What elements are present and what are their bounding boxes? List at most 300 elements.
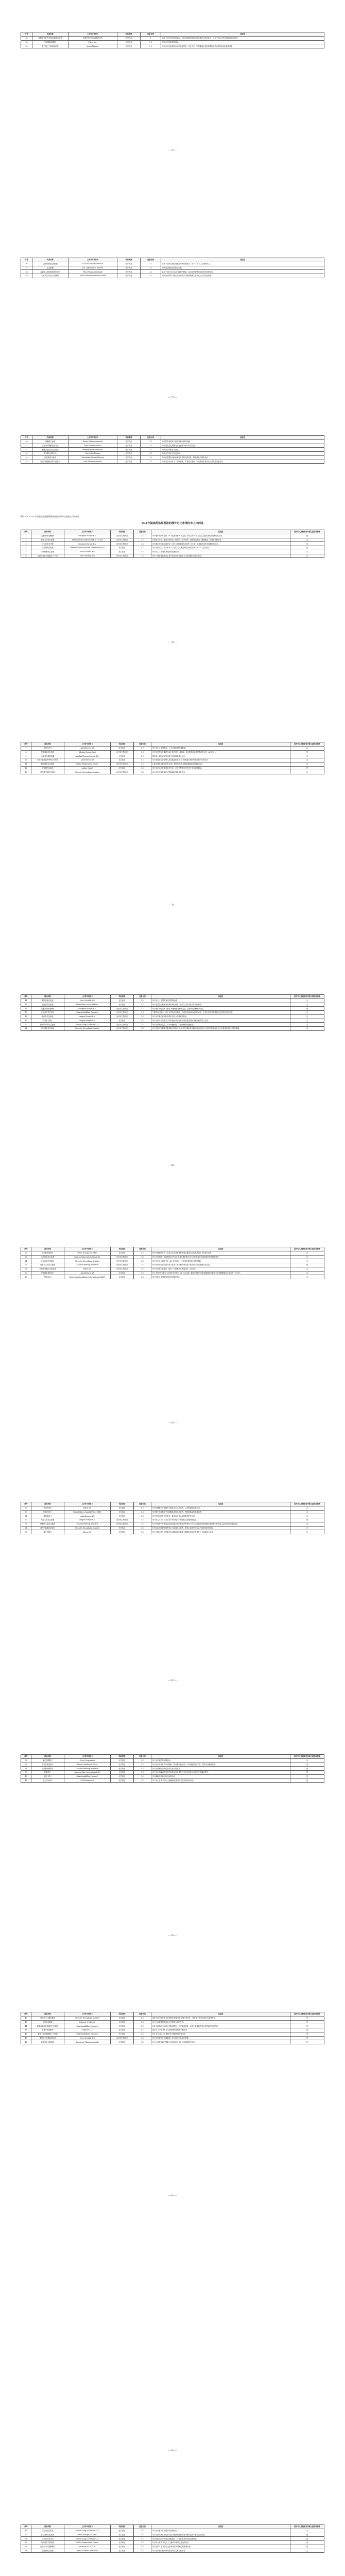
cell-pediatric-list: 否 bbox=[290, 1251, 324, 1255]
cell-drug-name: 甲磺酸奥希替尼片 bbox=[31, 1271, 64, 1275]
column-header-pediatric-list: 是否列入鼓励研发申报儿童药品清单 bbox=[290, 742, 324, 747]
cell-license-holder: Alexion Europe SAS bbox=[64, 750, 111, 754]
cell-pediatric-list: 是 bbox=[290, 2040, 324, 2044]
table-row bbox=[21, 542, 324, 546]
cell-registration-class: 3.1 bbox=[134, 1011, 151, 1015]
column-header-seq: 序号 bbox=[21, 995, 31, 999]
column-header-registration-class: 注册分类 bbox=[134, 742, 151, 747]
cell-license-holder: AstraZeneca AB bbox=[64, 746, 111, 750]
cell-indication: 用于治疗黑色素瘤、非小细胞肺癌、头颈部鳞状细胞癌等。 bbox=[151, 1023, 290, 1027]
cell-pediatric-list: 是 bbox=[290, 542, 324, 546]
cell-seq: 1 bbox=[21, 534, 31, 538]
cell-pediatric-list: 是 bbox=[290, 2016, 324, 2020]
cell-registration-class: 3.1 bbox=[141, 452, 161, 456]
cell-seq: 53 bbox=[21, 2545, 31, 2549]
cell-license-holder: Shionogi & Co., Ltd. bbox=[64, 2545, 111, 2549]
cell-pediatric-list: 否 bbox=[290, 2529, 324, 2533]
column-header-license-holder: 上市许可持有人 bbox=[64, 1502, 111, 1506]
column-header-registration-class: 注册分类 bbox=[141, 32, 161, 37]
table-row bbox=[21, 40, 324, 44]
cell-pediatric-list: 否 bbox=[290, 1530, 324, 1534]
column-header-drug-name: 药品名称 bbox=[31, 2525, 64, 2529]
cell-indication: 用于治疗新生血管性（湿性）年龄相关性黄斑变性（nAMD）。 bbox=[151, 1267, 290, 1271]
cell-pediatric-list: 否 bbox=[290, 1014, 324, 1019]
cell-indication: 用于初诊为癫痫的患者的单药治疗或曾经合并用药现转为单药治疗的癫痫患者。 bbox=[151, 1771, 290, 1775]
table-row bbox=[21, 1506, 324, 1510]
cell-indication: 用于治疗阵发性睡眠性血红蛋白尿症（PNH）和非典型溶血性尿毒症综合征（aHUS）。 bbox=[151, 750, 290, 754]
cell-drug-name: 依洛尤单抗注射液 bbox=[31, 1518, 64, 1522]
cell-registration-class: 3.1 bbox=[134, 1007, 151, 1011]
cell-seq: 25 bbox=[21, 1263, 31, 1267]
drug-table-d bbox=[21, 530, 324, 558]
cell-drug-name: 富马酸比索洛尔片 bbox=[32, 452, 68, 456]
cell-license-holder: AbbVie Pharmaceuticals GmbH bbox=[68, 274, 117, 278]
drug-table-g bbox=[21, 1247, 324, 1279]
cell-drug-category: 治疗用生物制品 bbox=[111, 750, 134, 754]
cell-pediatric-list: 是 bbox=[290, 2537, 324, 2541]
cell-registration-class: 5.1 bbox=[134, 2545, 151, 2549]
cell-license-holder: Torii Pharmaceutical bbox=[68, 444, 117, 448]
cell-drug-name: 帕妥珠单抗注射液 bbox=[31, 762, 64, 766]
column-header-license-holder: 上市许可持有人 bbox=[68, 436, 117, 440]
cell-license-holder: Gilead Sciences Ireland UC bbox=[64, 2549, 111, 2553]
cell-license-holder: SANTEN Pharmaceutical bbox=[68, 262, 117, 266]
column-header-registration-class: 注册分类 bbox=[134, 1502, 151, 1506]
cell-indication: 用于治疗活动性十二指肠溃疡，胃食管反流病，以及降低危重患者上消化道出血风险。 bbox=[161, 460, 324, 464]
table-row bbox=[21, 439, 324, 444]
column-header-indication: 适应症 bbox=[151, 1247, 290, 1251]
column-header-drug-name: 药品名称 bbox=[32, 258, 68, 262]
cell-drug-category: 化学药品 bbox=[111, 2016, 134, 2020]
cell-license-holder: Salix Pharmaceuticals bbox=[68, 460, 117, 464]
table-header-row bbox=[21, 258, 324, 262]
cell-indication: 适用于敏感菌引起的上呼吸道感染、下呼吸道感染、泌尿生殖系统感染及皮肤和软组织感染。 bbox=[151, 2024, 290, 2028]
cell-seq: 44 bbox=[21, 455, 32, 460]
cell-drug-category: 治疗用生物制品 bbox=[111, 770, 134, 774]
cell-drug-name: 巴洛沙韦玛波酯颗粒 bbox=[31, 2545, 64, 2549]
cell-indication: 用于治疗骨折高风险的绝经后妇女的骨质疏松症。 bbox=[151, 1014, 290, 1019]
cell-drug-name: 奥司他韦干混悬剂 bbox=[31, 2541, 64, 2545]
cell-license-holder: Merck Sharp & Dohme LLC bbox=[64, 2529, 111, 2533]
cell-registration-class: 3.1 bbox=[134, 762, 151, 766]
table-row bbox=[21, 1774, 324, 1778]
table-row bbox=[21, 1767, 324, 1771]
cell-seq: 3 bbox=[21, 542, 31, 546]
cell-drug-name: 左旋多巴卡比多巴肠凝胶 bbox=[32, 274, 68, 278]
column-header-registration-class: 注册分类 bbox=[141, 258, 161, 262]
cell-indication: 用于儿童普通感冒或流行性感冒引起的发热。 bbox=[151, 2020, 290, 2024]
cell-drug-category: 化学药品 bbox=[117, 460, 141, 464]
cell-indication: 用于确诊为非神经病变型（I 型）或慢性神经病变型（III 型）戈谢病患者的长期酶替代治疗。 bbox=[151, 542, 290, 546]
page-number: — 82 — bbox=[168, 1680, 177, 1682]
cell-pediatric-list: 是 bbox=[290, 2533, 324, 2537]
cell-drug-name: 雷奈酸锶 bbox=[32, 266, 68, 270]
cell-registration-class: 5.1 bbox=[134, 546, 151, 550]
page-number: — 84 — bbox=[168, 2195, 177, 2197]
cell-drug-category: 化学药品 bbox=[117, 266, 141, 270]
cell-registration-class: 3.1 bbox=[141, 439, 161, 444]
column-header-drug-category: 药品类别 bbox=[111, 530, 134, 534]
cell-drug-name: 帕博利珠单抗注射液 bbox=[31, 1023, 64, 1027]
cell-indication: 用于治疗绝经后骨质疏松症。 bbox=[161, 266, 324, 270]
cell-license-holder: Organon LLC bbox=[64, 2028, 111, 2032]
cell-drug-category: 化学药品 bbox=[111, 1019, 134, 1023]
table-row bbox=[21, 2541, 324, 2545]
cell-drug-category: 化学药品 bbox=[111, 2020, 134, 2024]
cell-drug-name: 司库奇尤单抗注射液 bbox=[31, 770, 64, 774]
cell-indication: 用于治疗活动性类风湿关节炎、多关节型幼年特发性关节炎和银屑病。 bbox=[151, 766, 290, 770]
cell-indication: 用于急性冠脉综合征患者，降低血栓性心血管事件的发生率。 bbox=[151, 1514, 290, 1518]
cell-pediatric-list: 是 bbox=[290, 2020, 324, 2024]
table-row bbox=[21, 550, 324, 554]
cell-license-holder: Amgen Europe B.V. bbox=[64, 1019, 111, 1023]
cell-drug-name: 伏立康唑干混悬剂 bbox=[31, 2533, 64, 2537]
cell-seq: 7 bbox=[21, 746, 31, 750]
cell-license-holder: Janssen-Cilag International NV bbox=[64, 1255, 111, 1259]
cell-drug-name: 奥马珠单抗注射液 bbox=[31, 1027, 64, 1031]
cell-seq: 38 bbox=[21, 1767, 31, 1771]
cell-indication: 适用于治疗成人复杂性腹腔内感染、复杂性尿路感染及医院获得性肺炎。 bbox=[161, 270, 324, 274]
cell-indication: 适用于 1 岁至 14 岁儿童哮喘的预防和长期治疗。 bbox=[151, 2028, 290, 2032]
column-header-pediatric-list: 是否列入鼓励研发申报儿童药品清单 bbox=[290, 1247, 324, 1251]
column-header-indication: 适应症 bbox=[151, 995, 290, 999]
cell-pediatric-list: 否 bbox=[290, 2549, 324, 2553]
cell-drug-name: 乌司奴单抗注射液 bbox=[31, 1255, 64, 1259]
cell-indication: 适用于治疗体位性低血压，以及其他原因导致的症状性直立性低血压，适用于低血压伴有明显症状的患者。 bbox=[161, 36, 324, 40]
column-header-pediatric-list: 是否列入鼓励研发申报儿童药品清单 bbox=[290, 1755, 324, 1759]
cell-registration-class: 5.1 bbox=[134, 2040, 151, 2044]
cell-drug-category: 化学药品 bbox=[111, 1758, 134, 1762]
cell-seq: 2 bbox=[21, 538, 31, 542]
column-header-license-holder: 上市许可持有人 bbox=[68, 32, 117, 37]
cell-drug-name: 注射用阿糖苷酶α bbox=[31, 1007, 64, 1011]
cell-drug-category: 化学药品 bbox=[111, 2024, 134, 2028]
column-header-indication: 适应症 bbox=[151, 2525, 290, 2529]
cell-seq: 41 bbox=[21, 444, 32, 448]
page-number: — 76 — bbox=[168, 149, 177, 152]
column-header-seq: 序号 bbox=[21, 742, 31, 747]
cell-license-holder: Novo Nordisk A/S bbox=[64, 998, 111, 1003]
cell-seq: 23 bbox=[21, 1255, 31, 1259]
cell-registration-class: 5.1 bbox=[134, 2028, 151, 2032]
cell-drug-name: 地塞米松口服溶液 bbox=[31, 2040, 64, 2044]
cell-pediatric-list: 否 bbox=[290, 1271, 324, 1275]
cell-pediatric-list: 否 bbox=[290, 1526, 324, 1530]
cell-seq: 5 bbox=[21, 550, 31, 554]
cell-license-holder: AstraZeneca AB bbox=[64, 758, 111, 762]
cell-license-holder: Novo Nordisk A/S bbox=[64, 550, 111, 554]
cell-pediatric-list: 是 bbox=[290, 1263, 324, 1267]
cell-registration-class: 3.1 bbox=[134, 554, 151, 558]
cell-seq: 19 bbox=[21, 1019, 31, 1023]
cell-license-holder: Pfizer Europe MA EEIG bbox=[64, 2533, 111, 2537]
cell-drug-name: 维立西呱片 bbox=[31, 1530, 64, 1534]
cell-seq: 14 bbox=[21, 998, 31, 1003]
cell-registration-class: 3.1 bbox=[141, 44, 161, 48]
cell-license-holder: Ferring Pharmaceuticals bbox=[68, 448, 117, 452]
cell-registration-class: 3.1 bbox=[134, 542, 151, 546]
table-row bbox=[21, 1003, 324, 1007]
column-header-drug-name: 药品名称 bbox=[32, 32, 68, 37]
page-number: — 83 — bbox=[168, 1935, 177, 1937]
cell-license-holder: Genzyme Europe B.V. bbox=[64, 534, 111, 538]
cell-indication: 用于成人 2 型糖尿病患者控制血糖。 bbox=[151, 998, 290, 1003]
cell-drug-category: 化学药品 bbox=[111, 2529, 134, 2533]
cell-pediatric-list: 否 bbox=[290, 1510, 324, 1514]
column-header-seq: 序号 bbox=[21, 2012, 31, 2016]
cell-seq: 36 bbox=[21, 262, 32, 266]
cell-drug-category: 化学药品 bbox=[111, 1530, 134, 1534]
cell-drug-category: 化学药品 bbox=[111, 2040, 134, 2044]
cell-pediatric-list: 是 bbox=[290, 2028, 324, 2032]
page-number: — 81 — bbox=[168, 1422, 177, 1425]
cell-pediatric-list: 否 bbox=[290, 1275, 324, 1279]
cell-indication: 用于经验性治疗中性粒细胞减少、伴发热患者的可疑真菌感染。 bbox=[151, 2537, 290, 2541]
table-row bbox=[21, 554, 324, 558]
cell-drug-category: 治疗用生物制品 bbox=[111, 538, 134, 542]
cell-drug-name: 注射用甲磺酸萘莫司他 bbox=[32, 444, 68, 448]
cell-drug-name: 阿普米司特片 bbox=[31, 1019, 64, 1023]
column-header-indication: 适应症 bbox=[151, 2012, 290, 2016]
cell-seq: 9 bbox=[21, 754, 31, 758]
cell-seq: 43 bbox=[21, 452, 32, 456]
table-row bbox=[21, 1518, 324, 1522]
cell-drug-name: 托吡酯片 bbox=[31, 1771, 64, 1775]
cell-seq: 33 bbox=[21, 1522, 31, 1526]
column-header-drug-category: 药品类别 bbox=[111, 742, 134, 747]
cell-indication: 预防成人肾脏或肝脏移植受者的移植排斥反应。 bbox=[151, 754, 290, 758]
cell-drug-category: 化学药品 bbox=[117, 444, 141, 448]
cell-drug-name: 注射用奥马珠单抗 bbox=[31, 1259, 64, 1263]
column-header-license-holder: 上市许可持有人 bbox=[64, 2012, 111, 2016]
table-row bbox=[21, 2032, 324, 2036]
cell-drug-category: 化学药品 bbox=[111, 2028, 134, 2032]
cell-drug-category: 化学药品 bbox=[111, 1271, 134, 1275]
cell-seq: 47 bbox=[21, 2036, 31, 2040]
cell-drug-name: 孟鲁司特钠颗粒 bbox=[31, 2028, 64, 2032]
column-header-pediatric-list: 是否列入鼓励研发申报儿童药品清单 bbox=[290, 995, 324, 999]
cell-registration-class: 3.1 bbox=[134, 1023, 151, 1027]
cell-license-holder: Baxter Pharmaceuticals bbox=[68, 439, 117, 444]
cell-registration-class: 5.1 bbox=[134, 1271, 151, 1275]
cell-registration-class: 5.1 bbox=[134, 1506, 151, 1510]
cell-registration-class: 5.1 bbox=[134, 1003, 151, 1007]
cell-pediatric-list: 是 bbox=[290, 2541, 324, 2545]
cell-drug-name: 利拉鲁肽注射液 bbox=[31, 998, 64, 1003]
cell-pediatric-list: 是 bbox=[290, 2032, 324, 2036]
column-header-indication: 适应症 bbox=[151, 530, 290, 534]
cell-license-holder: Mitsubishi Tanabe Pharma bbox=[64, 1003, 111, 1007]
cell-registration-class: 3.1 bbox=[134, 1014, 151, 1019]
cell-drug-name: 硫酸镁注射液 bbox=[32, 439, 68, 444]
cell-drug-name: 奥美拉唑碳酸氢钠干混悬剂 bbox=[32, 460, 68, 464]
cell-seq: 32 bbox=[21, 1518, 31, 1522]
cell-license-holder: Pfizer Pharma (Ireland) bbox=[68, 270, 117, 274]
cell-registration-class: 5.1 bbox=[134, 2533, 151, 2537]
cell-registration-class: 3.1 bbox=[134, 1259, 151, 1263]
drug-table-c bbox=[21, 435, 324, 464]
cell-drug-name: 盐酸米多君片/注射用盐酸米多君 bbox=[32, 36, 68, 40]
drug-table-i bbox=[21, 1754, 324, 1783]
table-row bbox=[21, 1267, 324, 1271]
cell-drug-category: 治疗用生物制品 bbox=[111, 1522, 134, 1526]
cell-indication: 用于在接受中等剂量或高剂量他汀类药物治疗的情况下仍无法达到低密度脂蛋白胆固醇目标的成人原发性高胆固醇血症。 bbox=[151, 1522, 290, 1526]
cell-drug-name: 甲硝唑阴道凝胶 bbox=[32, 40, 68, 44]
cell-drug-name: 依达拉奉注射液 bbox=[31, 1003, 64, 1007]
cell-drug-category: 治疗用生物制品 bbox=[111, 1011, 134, 1015]
cell-drug-category: 化学药品 bbox=[111, 1251, 134, 1255]
column-header-registration-class: 注册分类 bbox=[134, 530, 151, 534]
table-row bbox=[21, 2016, 324, 2020]
cell-seq: 30 bbox=[21, 1510, 31, 1514]
cell-indication: 用于治疗外用处方药控制不佳或不建议使用外用处方药的成人中重度特应性皮炎。 bbox=[151, 1263, 290, 1267]
cell-drug-name: 利伐沙班片 bbox=[31, 1506, 64, 1510]
column-header-license-holder: 上市许可持有人 bbox=[64, 2525, 111, 2529]
column-header-pediatric-list: 是否列入鼓励研发申报儿童药品清单 bbox=[290, 2012, 324, 2016]
cell-drug-category: 化学药品 bbox=[111, 1526, 134, 1530]
column-header-drug-name: 药品名称 bbox=[31, 1502, 64, 1506]
cell-registration-class: 3.1 bbox=[134, 1267, 151, 1271]
cell-seq: 28 bbox=[21, 1275, 31, 1279]
table-row bbox=[21, 444, 324, 448]
cell-license-holder: Roche Registration GmbH bbox=[64, 2541, 111, 2545]
column-header-license-holder: 上市许可持有人 bbox=[64, 742, 111, 747]
cell-registration-class: 3.1 bbox=[134, 1263, 151, 1267]
cell-indication: 用于治疗高血压及冠心病。 bbox=[161, 452, 324, 456]
cell-seq: 29 bbox=[21, 1506, 31, 1510]
cell-drug-category: 治疗用生物制品 bbox=[111, 1263, 134, 1267]
cell-pediatric-list: 是 bbox=[290, 2036, 324, 2040]
cell-registration-class: 3.1 bbox=[141, 460, 161, 464]
cell-indication: 用于改善慢性动脉闭塞症患者的四肢溃疡、静息痛及冷感等症状。 bbox=[161, 455, 324, 460]
cell-registration-class: 5.1 bbox=[134, 998, 151, 1003]
cell-drug-name: 替格瑞洛片 bbox=[31, 1514, 64, 1518]
column-header-drug-name: 药品名称 bbox=[31, 1247, 64, 1251]
cell-seq: 33 bbox=[21, 36, 32, 40]
cell-registration-class: 3.1 bbox=[141, 448, 161, 452]
cell-seq: 21 bbox=[21, 1027, 31, 1031]
cell-registration-class: 5.1 bbox=[134, 1767, 151, 1771]
cell-license-holder: GlaxoSmithKline (Ireland) bbox=[64, 1774, 111, 1778]
cell-pediatric-list: 是 bbox=[290, 546, 324, 550]
column-header-license-holder: 上市许可持有人 bbox=[64, 995, 111, 999]
cell-pediatric-list: 否 bbox=[290, 1514, 324, 1518]
cell-seq: 34 bbox=[21, 40, 32, 44]
column-header-drug-category: 药品类别 bbox=[111, 2012, 134, 2016]
cell-drug-name: 注射用阿加糖酶β bbox=[31, 534, 64, 538]
cell-drug-category: 化学药品 bbox=[111, 1506, 134, 1510]
table-row bbox=[21, 1255, 324, 1259]
cell-drug-name: 注射用头孢他啶阿维巴坦钠 bbox=[32, 270, 68, 274]
cell-registration-class: 5.1 bbox=[134, 2032, 151, 2036]
cell-registration-class: 3.1 bbox=[134, 2036, 151, 2040]
cell-drug-name: 阿哌沙班片 bbox=[31, 1510, 64, 1514]
cell-registration-class: 3 bbox=[141, 36, 161, 40]
table-row bbox=[21, 1522, 324, 1526]
table-row bbox=[21, 1023, 324, 1027]
cell-drug-name: 氯化钾缓释片 bbox=[31, 1758, 64, 1762]
cell-registration-class: 3.1 bbox=[141, 455, 161, 460]
cell-license-holder: Novo Nordisk A/S bbox=[64, 554, 111, 558]
table-row bbox=[21, 2529, 324, 2533]
table-row bbox=[21, 998, 324, 1003]
cell-seq: 48 bbox=[21, 2040, 31, 2044]
cell-license-holder: GlaxoSmithKline (Ireland) bbox=[64, 2024, 111, 2028]
cell-drug-category: 化学药品 bbox=[111, 1275, 134, 1279]
cell-registration-class: 3.1 bbox=[134, 1255, 151, 1259]
cell-indication: 用于癫痫的单药治疗或添加治疗。 bbox=[151, 1774, 290, 1778]
cell-indication: 用于治疗成人、青少年和 2 岁及以上儿童遗传性血管性水肿（HAE）急性发作。 bbox=[151, 546, 290, 550]
table-row bbox=[21, 2545, 324, 2549]
cell-registration-class: 3.1 bbox=[141, 444, 161, 448]
cell-pediatric-list: 是 bbox=[290, 1771, 324, 1775]
appendix-title: 附件 1-1 2024 年国家药品监督管理局药品审评中心批准上市的药品 bbox=[21, 515, 80, 518]
column-header-drug-category: 药品类别 bbox=[111, 1247, 134, 1251]
drug-table-j bbox=[21, 2012, 324, 2044]
table-row bbox=[21, 1014, 324, 1019]
cell-registration-class: 3.1 bbox=[134, 538, 151, 542]
cell-registration-class: 5.1 bbox=[134, 766, 151, 770]
cell-license-holder: Roche Registration GmbH bbox=[64, 762, 111, 766]
cell-indication: 用于改善急性胰腺炎及血液体外循环时的抗凝。 bbox=[161, 444, 324, 448]
cell-pediatric-list: 是 bbox=[290, 750, 324, 754]
cell-license-holder: Takeda Pharmaceuticals International AG bbox=[64, 546, 111, 550]
cell-license-holder: Novartis Europharm Limited bbox=[64, 1027, 111, 1031]
table-row bbox=[21, 2537, 324, 2541]
cell-indication: 用于治疗中枢性尿崩症。 bbox=[161, 448, 324, 452]
cell-license-holder: Bristol-Myers Squibb/Pfizer EEIG bbox=[64, 1510, 111, 1514]
column-header-seq: 序号 bbox=[21, 2525, 31, 2529]
cell-drug-category: 化学药品 bbox=[117, 270, 141, 274]
cell-drug-category: 化学药品 bbox=[111, 1514, 134, 1518]
cell-pediatric-list: 否 bbox=[290, 1522, 324, 1526]
cell-pediatric-list: 否 bbox=[290, 1003, 324, 1007]
cell-seq: 40 bbox=[21, 1774, 31, 1778]
cell-registration-class: 3.1 bbox=[134, 750, 151, 754]
cell-license-holder: AbbVie Deutschland GmbH & Co. KG bbox=[64, 538, 111, 542]
cell-seq: 37 bbox=[21, 1762, 31, 1767]
cell-indication: 用于下列患者群体出血发作的治疗及外科手术或有创操作出血的预防。 bbox=[151, 554, 290, 558]
cell-drug-name: 左甲状腺素钠片 bbox=[31, 1762, 64, 1767]
cell-seq: 51 bbox=[21, 2537, 31, 2541]
cell-pediatric-list: 否 bbox=[290, 1023, 324, 1027]
cell-license-holder: Amgen Europe B.V. bbox=[64, 1014, 111, 1019]
cell-license-holder: AstraZeneca AB bbox=[64, 1514, 111, 1518]
page-number: — 77 — bbox=[168, 397, 177, 399]
cell-drug-category: 化学药品 bbox=[111, 1762, 134, 1767]
cell-drug-name: 复方聚乙二醇电解质散 bbox=[32, 44, 68, 48]
cell-drug-category: 化学药品 bbox=[111, 2545, 134, 2549]
cell-indication: 适用于治疗过敏性结膜炎的体征和症状，用于 3 岁以上儿童和成人。 bbox=[161, 262, 324, 266]
cell-license-holder: AstraZeneca AB bbox=[64, 1271, 111, 1275]
cell-drug-name: 氟替卡松丙酸酯吸入气雾剂 bbox=[31, 2032, 64, 2036]
cell-license-holder: Merck Healthcare bbox=[68, 452, 117, 456]
cell-pediatric-list: 是 bbox=[290, 1518, 324, 1522]
column-header-seq: 序号 bbox=[21, 1755, 31, 1759]
cell-pediatric-list: 否 bbox=[290, 1506, 324, 1510]
table-row bbox=[21, 2533, 324, 2537]
cell-registration-class: 5.1 bbox=[134, 2020, 151, 2024]
table-row bbox=[21, 1011, 324, 1015]
cell-seq: 43 bbox=[21, 2020, 31, 2024]
cell-license-holder: Pfizer Europe MA EEIG bbox=[64, 1251, 111, 1255]
cell-drug-category: 治疗用生物制品 bbox=[111, 1007, 134, 1011]
cell-drug-category: 治疗用生物制品 bbox=[111, 2036, 134, 2040]
cell-registration-class: 5.1 bbox=[134, 2541, 151, 2545]
cell-seq: 12 bbox=[21, 766, 31, 770]
table-row bbox=[21, 2040, 324, 2044]
page-number: — 85 — bbox=[168, 2450, 177, 2452]
